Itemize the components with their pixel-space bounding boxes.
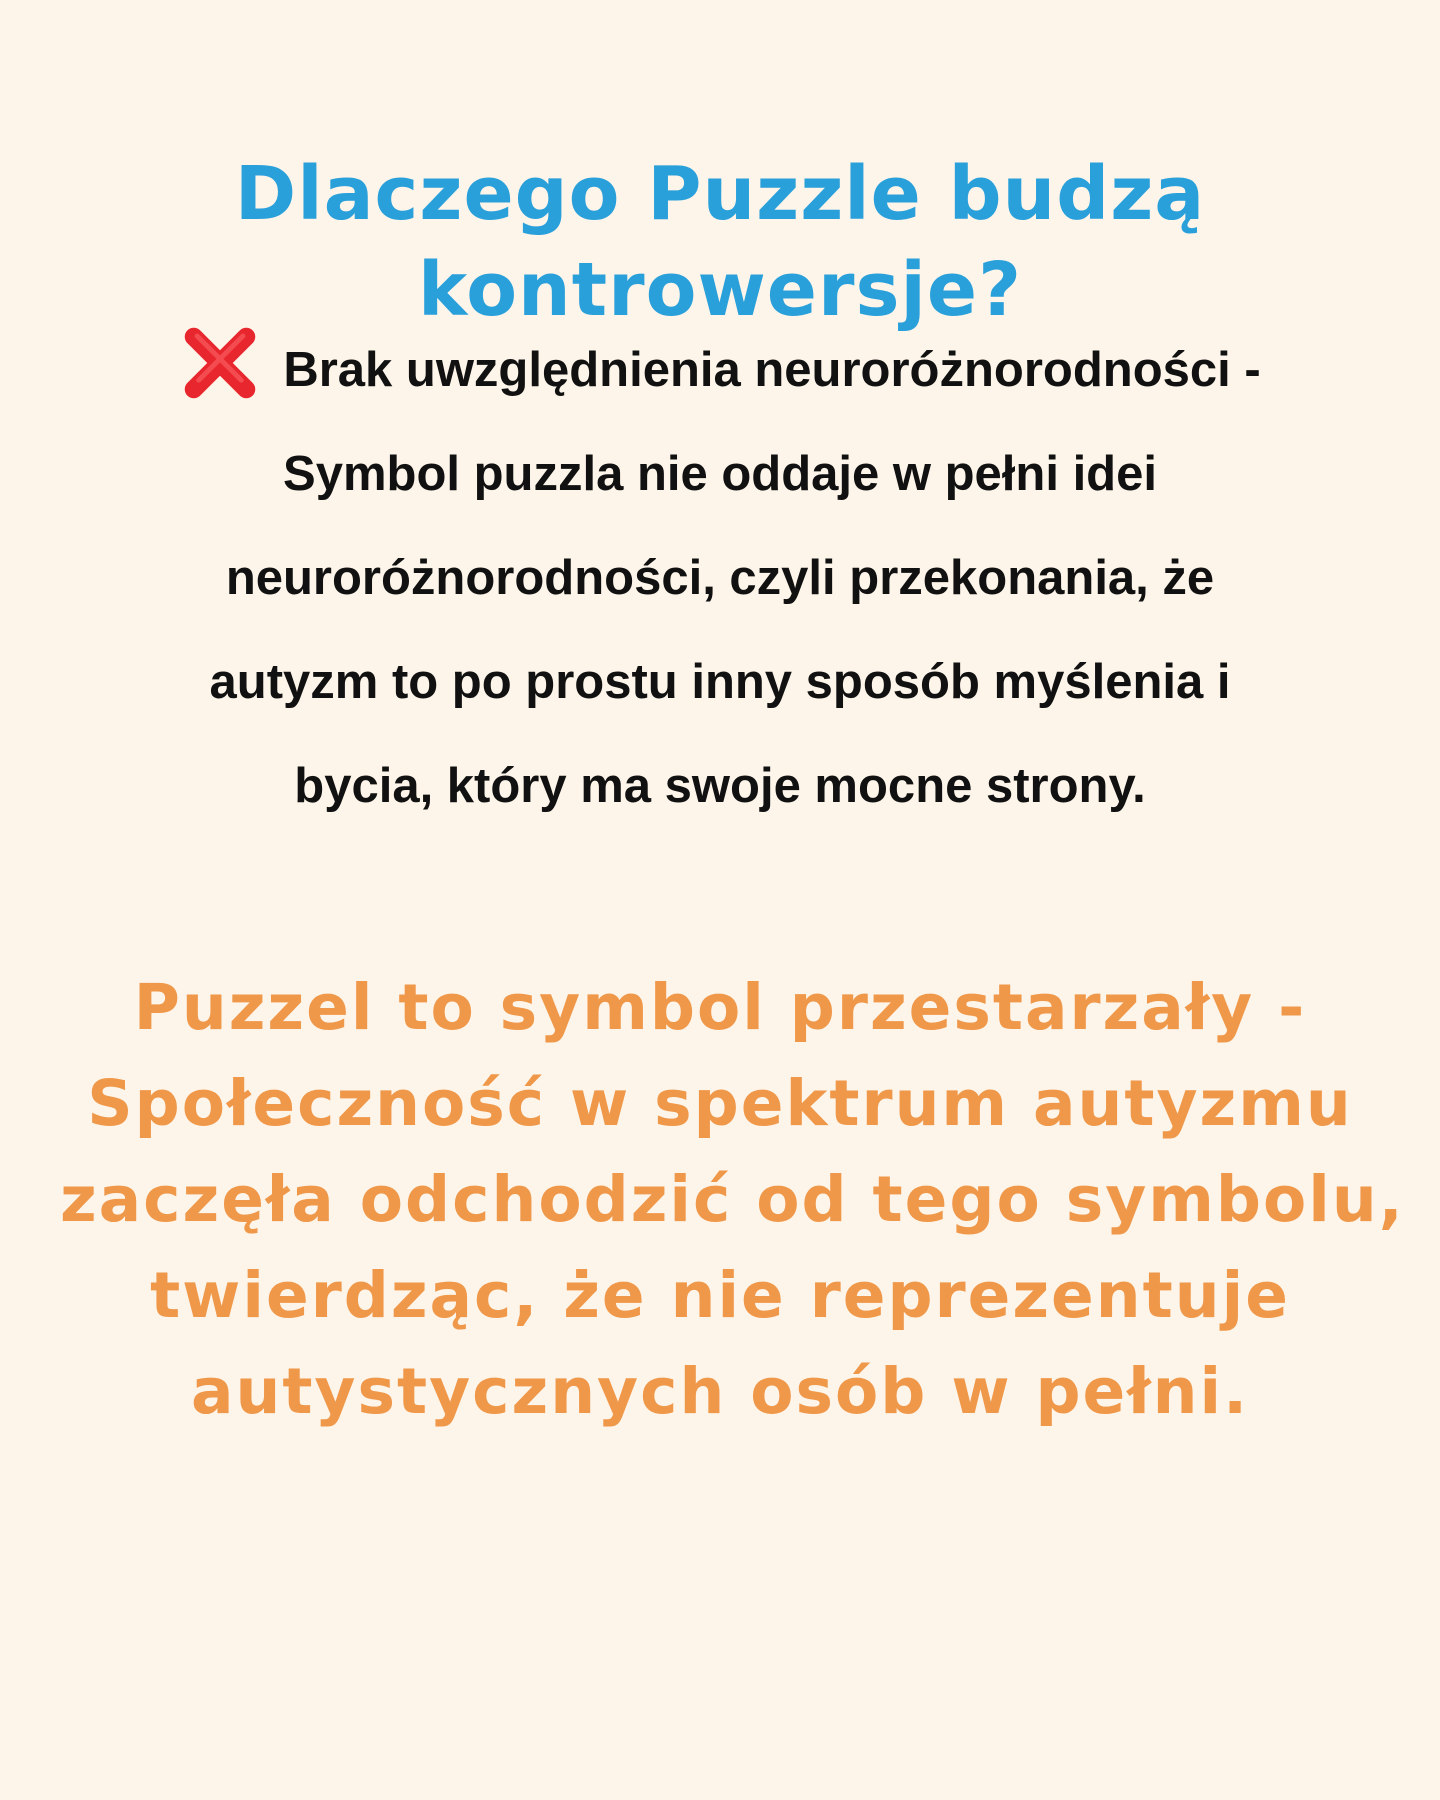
point-paragraph	[120, 318, 1320, 838]
page-title	[0, 146, 1440, 338]
quote-line-3: zaczęła odchodzić od tego symbolu,	[60, 1163, 1405, 1236]
point-line-5: bycia, który ma swoje mocne strony.	[294, 759, 1146, 813]
title-line-2: kontrowersje?	[417, 246, 1023, 333]
point-line-4: autyzm to po prostu inny sposób myślenia i	[209, 655, 1231, 709]
title-line-1: Dlaczego Puzzle budzą	[234, 150, 1206, 237]
highlight-paragraph	[60, 960, 1405, 1440]
quote-line-1: Puzzel to symbol przestarzały -	[133, 971, 1307, 1044]
quote-line-5: autystycznych osób w pełni.	[190, 1355, 1250, 1428]
quote-line-2: Społeczność w spektrum autyzmu	[87, 1067, 1353, 1140]
point-line-3: neuroróżnorodności, czyli przekonania, że	[225, 551, 1215, 605]
quote-line-4: twierdząc, że nie reprezentuje	[150, 1259, 1290, 1332]
point-line-1	[120, 318, 1320, 422]
point-line-2: Symbol puzzla nie oddaje w pełni idei	[283, 447, 1157, 501]
cross-mark-icon	[179, 322, 261, 404]
point-line-1-text: Brak uwzględnienia neuroróżnorodności -	[283, 343, 1261, 397]
